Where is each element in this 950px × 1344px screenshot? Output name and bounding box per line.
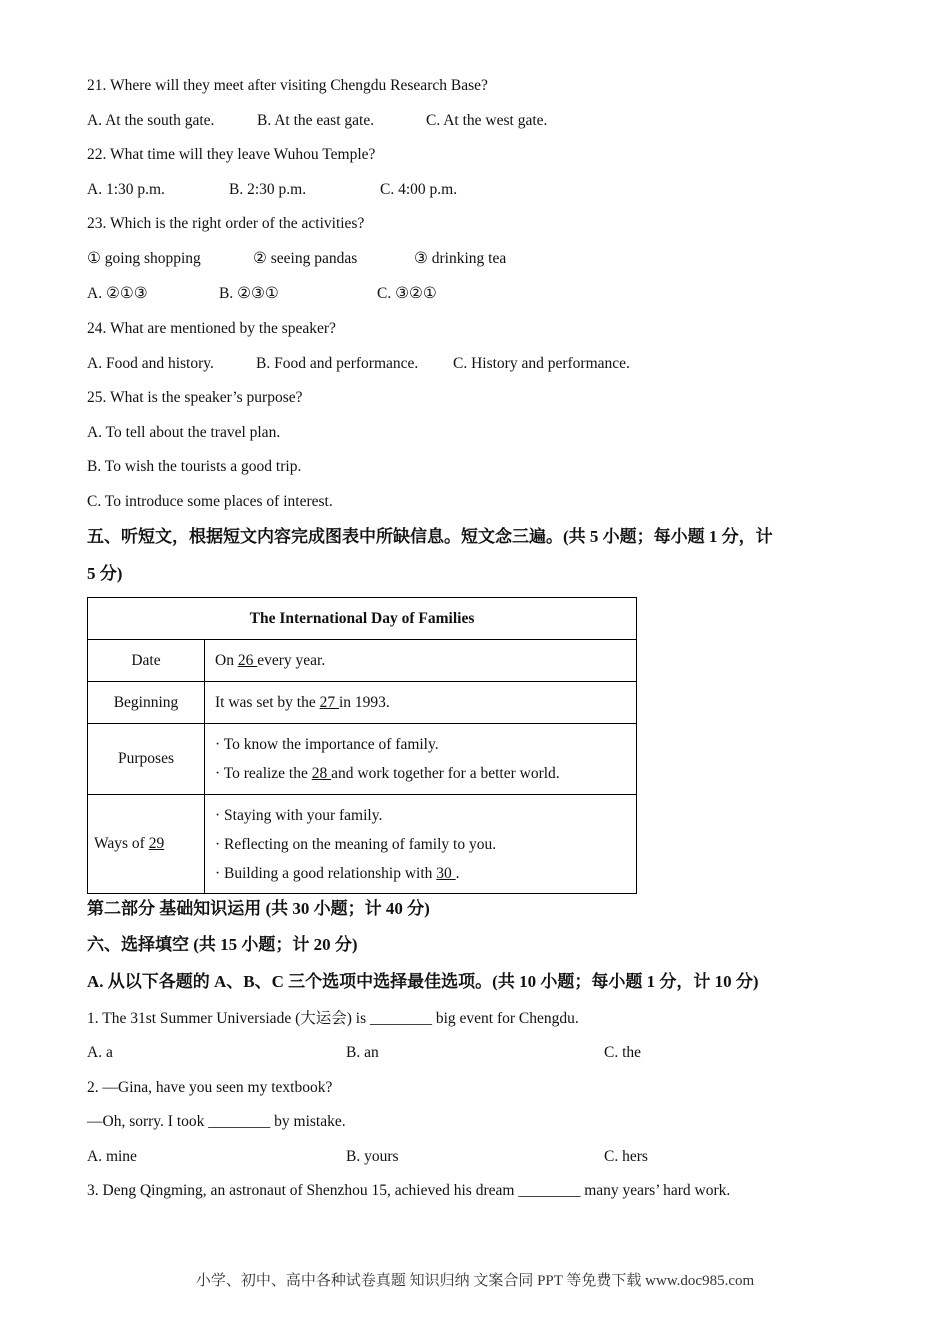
grammar-question-2: 2. —Gina, have you seen my textbook? (87, 1079, 333, 1096)
date-label: Date (88, 640, 205, 682)
question-25: 25. What is the speaker’s purpose? (87, 389, 303, 406)
q23-option-a: A. ②①③ (87, 285, 148, 302)
families-table (87, 597, 637, 894)
q25-option-a: A. To tell about the travel plan. (87, 424, 281, 441)
g1-option-b: B. an (346, 1044, 379, 1061)
q24-option-b: B. Food and performance. (256, 355, 419, 372)
question-21: 21. Where will they meet after visiting Chengdu Research Base? (87, 77, 488, 94)
q21-option-a: A. At the south gate. (87, 112, 215, 129)
q23-option-c: C. ③②① (377, 285, 437, 302)
beginning-label: Beginning (88, 682, 205, 724)
blank-27: 27 (319, 693, 339, 711)
q24-option-c: C. History and performance. (453, 355, 630, 372)
question-23: 23. Which is the right order of the activities? (87, 215, 365, 232)
section-5-heading-cont: 5 分) (87, 564, 123, 583)
q22-option-a: A. 1:30 p.m. (87, 181, 165, 198)
date-cell: On 26 every year. (205, 640, 637, 682)
way-1: · Staying with your family. (215, 806, 383, 824)
grammar-question-2-reply: —Oh, sorry. I took ________ by mistake. (87, 1113, 346, 1130)
q22-option-b: B. 2:30 p.m. (229, 181, 307, 198)
blank-28: 28 (311, 765, 332, 782)
blank-26: 26 (237, 651, 258, 669)
q23-item-1: ① going shopping (87, 250, 201, 267)
purposes-label: Purposes (88, 724, 205, 795)
q22-option-c: C. 4:00 p.m. (380, 181, 458, 198)
blank-30: 30 (436, 864, 456, 882)
question-22: 22. What time will they leave Wuhou Temple? (87, 146, 376, 163)
q25-option-b: B. To wish the tourists a good trip. (87, 458, 302, 475)
g1-option-a: A. a (87, 1044, 113, 1061)
way-2: · Reflecting on the meaning of family to you. (215, 835, 497, 853)
section-a-heading: A. 从以下各题的 A、B、C 三个选项中选择最佳选项。(共 10 小题；每小题 1 分，计 10 分) (87, 972, 759, 991)
q25-option-c: C. To introduce some places of interest. (87, 493, 333, 510)
ways-cell (205, 795, 637, 894)
part-2-heading: 第二部分 基础知识运用 (共 30 小题；计 40 分) (87, 899, 430, 918)
way-3: · Building a good relationship with 30 . (215, 864, 460, 882)
section-6-heading: 六、选择填空 (共 15 小题；计 20 分) (87, 935, 358, 954)
grammar-question-1: 1. The 31st Summer Universiade (大运会) is ________ big event for Chengdu. (87, 1010, 579, 1027)
grammar-question-3: 3. Deng Qingming, an astronaut of Shenzhou 15, achieved his dream ________ many years’ hard work. (87, 1182, 731, 1199)
g2-option-a: A. mine (87, 1148, 137, 1165)
question-24: 24. What are mentioned by the speaker? (87, 320, 336, 337)
purposes-cell (205, 724, 637, 795)
q23-option-b: B. ②③① (219, 285, 279, 302)
g2-option-c: C. hers (604, 1148, 648, 1165)
section-5-heading: 五、听短文，根据短文内容完成图表中所缺信息。短文念三遍。(共 5 小题；每小题 1 分，计 (87, 527, 773, 546)
purpose-2: · To realize the 28 and work together for a better world. (215, 765, 560, 782)
q24-option-a: A. Food and history. (87, 355, 214, 372)
blank-29: 29 (148, 835, 165, 852)
page-footer: 小学、初中、高中各种试卷真题 知识归纳 文案合同 PPT 等免费下载 www.doc985.com (195, 1273, 755, 1289)
g1-option-c: C. the (604, 1044, 642, 1061)
q23-item-3: ③ drinking tea (414, 250, 507, 267)
q21-option-c: C. At the west gate. (426, 112, 548, 129)
table-title: The International Day of Families (88, 598, 637, 640)
ways-label: Ways of 29 (88, 795, 205, 894)
q23-item-2: ② seeing pandas (253, 250, 358, 267)
purpose-1: · To know the importance of family. (215, 736, 439, 753)
g2-option-b: B. yours (346, 1148, 399, 1165)
q21-option-b: B. At the east gate. (257, 112, 375, 129)
beginning-cell: It was set by the 27 in 1993. (205, 682, 637, 724)
